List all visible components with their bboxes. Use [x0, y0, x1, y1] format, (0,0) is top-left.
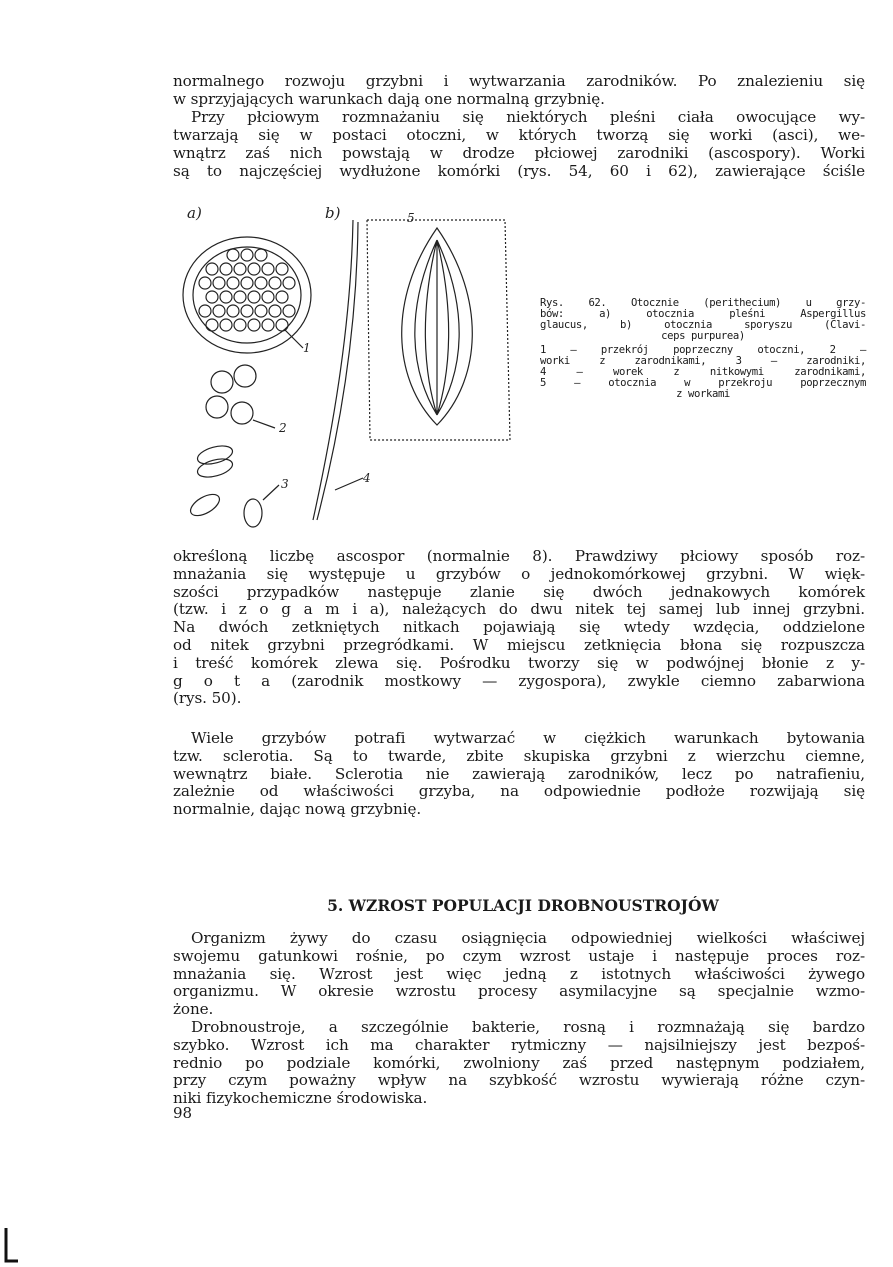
ascus-spore-mark [262, 263, 274, 275]
ascus-spore-mark [269, 305, 281, 317]
caption-line: worki z zarodnikami, 3 — zarodniki, [540, 355, 866, 367]
ascus-spore-mark [206, 263, 218, 275]
text-line: od nitek grzybni przegródkami. W miejscu zetknięcia błona się rozpuszcza [173, 636, 865, 654]
text-line: g o t a (zarodnik mostkowy — zygospora), zwykle ciemno zabarwiona [173, 671, 865, 690]
ascus-spore-mark [255, 249, 267, 261]
figure-label-b: b) [325, 204, 341, 222]
ascus-spore-mark [248, 263, 260, 275]
figure-label-4: 4 [363, 471, 371, 485]
text-line: Przy płciowym rozmnażaniu się niektórych pleśni ciała owocujące wy- [191, 108, 865, 126]
text-line: Drobnoustroje, a szczególnie bakterie, rosną i rozmnażają się bardzo [191, 1018, 865, 1036]
figure-label-1: 1 [303, 341, 311, 355]
ascus-spore-mark [255, 277, 267, 289]
text-line: Organizm żywy do czasu osiągnięcia odpowiedniej wielkości właściwej [191, 929, 865, 947]
ascus-spore-mark [241, 305, 253, 317]
figure-label-a: a) [187, 204, 202, 222]
ascus-spore-mark [234, 291, 246, 303]
text-line: mnażania się. Wzrost jest więc jedną z istotnych właściwości żywego [173, 964, 865, 983]
figure-label-2: 2 [279, 421, 287, 435]
ascus-spore-mark [213, 277, 225, 289]
text-line: (tzw. i z o g a m i a), należących do dwu nitek tej samej lub innej grzybni. [173, 600, 865, 619]
text-line: i treść komórek zlewa się. Pośrodku tworzy się w podwójnej błonie z y- [173, 653, 865, 672]
text-line: zależnie od właściwości grzyba, na odpowiednie podłoże rozwijają się [173, 782, 865, 801]
ascus-spore-mark [241, 249, 253, 261]
text-line: szości przypadków następuje zlanie się dwóch jednakowych komórek [173, 582, 865, 601]
text-line: określoną liczbę ascospor (normalnie 8). Prawdziwy płciowy sposób roz- [173, 547, 865, 565]
text-line: organizmu. W okresie wzrostu procesy asymilacyjne są specjalnie wzmo- [173, 982, 865, 1001]
caption-line: bów: a) otocznia pleśni Aspergillus [540, 308, 866, 320]
ascus-spore-mark [234, 263, 246, 275]
ascus-spore-mark [234, 319, 246, 331]
ascus-spore-mark [248, 291, 260, 303]
figure-label-5: 5 [407, 211, 415, 225]
text-line: Wiele grzybów potrafi wytwarzać w ciężkich warunkach bytowania [191, 729, 865, 747]
figure-perithecium-illustration [175, 200, 515, 535]
text-line: mnażania się występuje u grzybów o jednokomórkowej grzybni. W więk- [173, 564, 865, 583]
text-line: tzw. sclerotia. Są to twarde, zbite skupiska grzybni z wierzchu ciemne, [173, 746, 865, 765]
text-line: rednio po podziale komórki, zwolniony zaś przed następnym podziałem, [173, 1053, 865, 1072]
section-heading: 5. WZROST POPULACJI DROBNOUSTROJÓW [327, 896, 719, 915]
ascus-spore-mark [248, 319, 260, 331]
ascus-spore-mark [262, 291, 274, 303]
text-line: (rys. 50). [173, 689, 242, 708]
text-line: Na dwóch zetkniętych nitkach pojawiają się wtedy wzdęcia, oddzielone [173, 618, 865, 637]
ascus-spore-mark [227, 249, 239, 261]
text-line: w sprzyjających warunkach dają one normalną grzybnię. [173, 90, 605, 108]
caption-line: 5 — otocznia w przekroju poprzecznym [540, 377, 866, 389]
caption-line: ceps purpurea) [661, 330, 745, 342]
ascus-spore-mark [227, 277, 239, 289]
caption-line: Rys. 62. Otocznie (perithecium) u grzy- [540, 297, 866, 309]
scan-corner-mark [4, 1228, 18, 1263]
ascus-spore-mark [213, 305, 225, 317]
ascus-spore-mark [220, 319, 232, 331]
caption-line: 4 — worek z nitkowymi zarodnikami, [540, 366, 866, 378]
ascus-spore-mark [283, 277, 295, 289]
text-line: niki fizykochemiczne środowiska. [173, 1089, 428, 1108]
text-line: normalnego rozwoju grzybni i wytwarzania zarodników. Po znalezieniu się [173, 72, 865, 90]
text-line: wnątrz zaś nich powstają w drodze płciowej zarodniki (ascospory). Worki [173, 144, 865, 162]
ascus-spore-mark [276, 291, 288, 303]
ascus-spore-mark [199, 305, 211, 317]
text-line: żone. [173, 1000, 214, 1019]
ascus-spore-mark [255, 305, 267, 317]
text-line: są to najczęściej wydłużone komórki (rys. 54, 60 i 62), zawierające ściśle [173, 162, 865, 180]
ascus-spore-mark [206, 319, 218, 331]
page-number: 98 [173, 1104, 193, 1122]
ascus-spore-mark [227, 305, 239, 317]
figure-label-3: 3 [281, 477, 289, 491]
text-line: przy czym poważny wpływ na szybkość wzrostu wywierają różne czyn- [173, 1071, 865, 1090]
ascus-spore-mark [269, 277, 281, 289]
text-line: twarzają się w postaci otoczni, w których tworzą się worki (asci), we- [173, 126, 865, 144]
ascus-spore-mark [220, 291, 232, 303]
ascus-spore-mark [276, 263, 288, 275]
text-line: swojemu gatunkowi rośnie, po czym wzrost ustaje i następuje proces roz- [173, 946, 865, 965]
ascus-spore-mark [206, 291, 218, 303]
text-line: szybko. Wzrost ich ma charakter rytmiczny — najsilniejszy jest bezpoś- [173, 1035, 865, 1054]
text-line: wewnątrz białe. Sclerotia nie zawierają zarodników, lecz po natrafieniu, [173, 764, 865, 783]
ascus-spore-mark [276, 319, 288, 331]
caption-line: glaucus, b) otocznia sporyszu (Clavi- [540, 319, 866, 331]
ascus-spore-mark [283, 305, 295, 317]
ascus-spore-mark [220, 263, 232, 275]
ascus-spore-mark [199, 277, 211, 289]
ascus-spore-mark [241, 277, 253, 289]
caption-line: 1 — przekrój poprzeczny otoczni, 2 — [540, 344, 866, 356]
caption-line: z workami [676, 388, 730, 400]
text-line: normalnie, dając nową grzybnię. [173, 800, 422, 819]
ascus-spore-mark [262, 319, 274, 331]
